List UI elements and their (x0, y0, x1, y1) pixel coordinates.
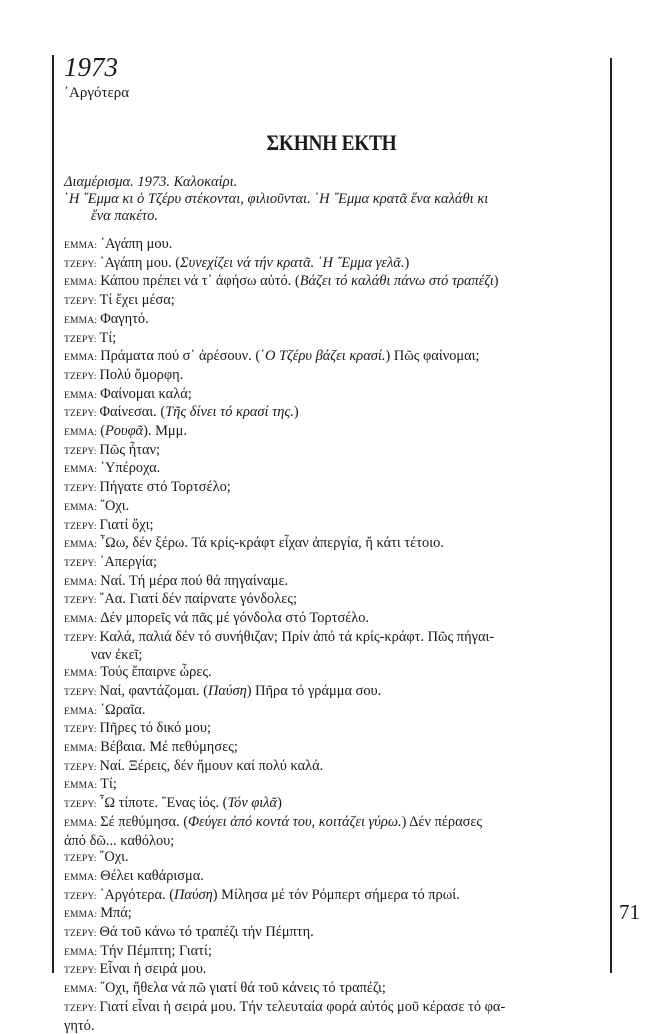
dialogue-line (64, 479, 604, 498)
dialogue-line (64, 905, 604, 924)
speaker-label: EMMA: (64, 278, 98, 289)
dialogue-line (64, 348, 604, 367)
stage-direction-inline: Συνεχίζει νά τήν κρατᾶ. ῾Η ῎Εμμα γελᾶ. (180, 254, 405, 271)
spoken-text: Ναί, φαντάζομαι. ( (99, 682, 208, 699)
spoken-text: Γιατί ὄχι; (99, 516, 154, 533)
stage-direction-inline: Παύση (207, 682, 247, 699)
dialogue-line (64, 702, 604, 721)
spoken-text: Πῶς ἦταν; (99, 441, 161, 458)
spoken-text: ( (100, 423, 105, 440)
spoken-text: Φαγητό. (100, 310, 149, 327)
dialogue-line (64, 629, 604, 648)
spoken-text: ῎Οχι. (100, 497, 130, 514)
spoken-text: ) Μίλησα μέ τόν Ρόμπερτ σήμερα τό πρωί. (212, 886, 460, 903)
speaker-label: ΤΖΕΡΥ: (64, 371, 97, 382)
spoken-text: Πράματα πού σ᾿ ἀρέσουν. ( (100, 348, 261, 365)
speaker-label: EMMA: (64, 669, 98, 680)
spoken-text: Μπά; (100, 905, 132, 922)
spoken-text: ῎Οχι, ἤθελα νά πῶ γιατί θά τοῦ κάνεις τό τραπέζι; (100, 980, 386, 997)
dialogue-line (64, 758, 604, 777)
speaker-label: EMMA: (64, 985, 98, 996)
dialogue-line (64, 573, 604, 592)
dialogue-line (64, 814, 604, 833)
speaker-label: ΤΖΕΡΥ: (64, 334, 97, 345)
dialogue-line (64, 924, 604, 943)
speaker-label: EMMA: (64, 910, 98, 921)
speaker-label: EMMA: (64, 872, 98, 883)
spoken-text: ᾿Απεργία; (99, 553, 157, 570)
spoken-text: ) (277, 795, 282, 812)
speaker-label: ΤΖΕΡΥ: (64, 521, 97, 532)
spoken-text: Σέ πεθύμησα. ( (100, 813, 189, 830)
year-heading: 1973 (64, 52, 118, 82)
spoken-text: ) (493, 273, 499, 290)
stage-direction-inline: Ρουφᾶ (105, 423, 144, 440)
speaker-label: EMMA: (64, 615, 98, 626)
time-subtitle: ᾿Αργότερα (64, 85, 130, 101)
page-number: 71 (619, 900, 640, 924)
spoken-text: ᾿Αγάπη μου. ( (99, 254, 181, 271)
speaker-label: EMMA: (64, 390, 98, 401)
dialogue-line (64, 517, 604, 536)
speaker-label: EMMA: (64, 781, 98, 792)
spoken-text: ). Μμμ. (143, 423, 187, 440)
speaker-label: ΤΖΕΡΥ: (64, 891, 97, 902)
spoken-text: ) (404, 254, 410, 271)
speaker-label: ΤΖΕΡΥ: (64, 633, 97, 644)
dialogue-line (64, 442, 604, 461)
dialogue-line (64, 292, 604, 311)
speaker-label: ΤΖΕΡΥ: (64, 725, 97, 736)
speaker-label: EMMA: (64, 428, 98, 439)
spoken-text: Εἶναι ἡ σειρά μου. (99, 961, 207, 978)
dialogue-line (64, 961, 604, 980)
stage-direction-line: Διαμέρισμα. 1973. Καλοκαίρι. (64, 174, 238, 190)
stage-direction-inline: ῾Ο Τζέρυ βάζει κρασί. (260, 348, 386, 365)
speaker-label: ΤΖΕΡΥ: (64, 259, 97, 270)
speaker-label: EMMA: (64, 315, 98, 326)
dialogue-line (64, 739, 604, 758)
speaker-label: EMMA: (64, 706, 98, 717)
dialogue-line (64, 273, 604, 292)
spoken-text: Θά τοῦ κάνω τό τραπέζι τήν Πέμπτη. (99, 924, 314, 941)
scene-title: ΣΚΗΝΗ ΕΚΤΗ (266, 130, 397, 155)
stage-direction-line: ἕνα πακέτο. (91, 208, 158, 224)
spoken-text: ναν ἐκεῖ; (91, 647, 143, 664)
dialogue-line (64, 683, 604, 702)
spoken-text: ῏Ωω, δέν ξέρω. Τά κρίς-κράφτ εἶχαν ἀπεργία, ἤ κάτι τέτοιο. (100, 535, 444, 552)
speaker-label: ΤΖΕΡΥ: (64, 297, 97, 308)
spoken-text: Τί; (99, 329, 117, 346)
spoken-text: Ναί. Ξέρεις, δέν ἤμουν καί πολύ καλά. (99, 757, 324, 774)
dialogue-line (64, 330, 604, 349)
spoken-text: Τί; (100, 776, 117, 793)
spoken-text: Πολύ ὄμορφη. (99, 366, 184, 383)
spoken-text: ῏Ω τίποτε. ῞Ενας ἰός. ( (99, 795, 228, 812)
speaker-label: EMMA: (64, 465, 98, 476)
stage-direction-inline: Φεύγει ἀπό κοντά του, κοιτάζει γύρω. (188, 813, 402, 830)
dialogue-line (64, 535, 604, 554)
stage-direction-inline: Τόν φιλᾶ (227, 795, 278, 812)
dialogue-line (64, 460, 604, 479)
dialogue-line (64, 554, 604, 573)
speaker-label: EMMA: (64, 502, 98, 513)
spoken-text: ῎Αα. Γιατί δέν παίρνατε γόνδολες; (99, 591, 297, 608)
speaker-label: ΤΖΕΡΥ: (64, 409, 97, 420)
dialogue-line (64, 980, 604, 999)
dialogue-line (64, 311, 604, 330)
dialogue-line (64, 610, 604, 629)
speaker-label: ΤΖΕΡΥ: (64, 558, 97, 569)
spoken-text: Τί ἔχει μέσα; (99, 292, 175, 309)
left-margin-rule (52, 55, 54, 973)
spoken-text: ἀπό δῶ... καθόλου; (64, 832, 175, 849)
spoken-text: Πήγατε στό Τορτσέλο; (99, 479, 231, 496)
stage-direction-inline: Παύση (174, 886, 213, 903)
dialogue-line (64, 849, 604, 868)
speaker-label: ΤΖΕΡΥ: (64, 762, 97, 773)
spoken-text: Θέλει καθάρισμα. (100, 867, 204, 884)
speaker-label: EMMA: (64, 353, 98, 364)
speaker-label: EMMA: (64, 947, 98, 958)
spoken-text: ) Δέν πέρασες (401, 813, 483, 830)
speaker-label: EMMA: (64, 577, 98, 588)
dialogue-line (64, 720, 604, 739)
dialogue-line (64, 423, 604, 442)
speaker-label: EMMA: (64, 818, 98, 829)
dialogue-line (64, 591, 604, 610)
dialogue-line (64, 1018, 604, 1034)
spoken-text: Κάπου πρέπει νά τ᾿ ἀφήσω αὐτό. ( (100, 273, 300, 290)
spoken-text: ) Πῆρα τό γράμμα σου. (246, 682, 382, 699)
speaker-label: EMMA: (64, 743, 98, 754)
spoken-text: Φαίνεσαι. ( (99, 404, 166, 421)
dialogue-line (64, 887, 604, 906)
spoken-text: Πῆρες τό δικό μου; (99, 720, 211, 737)
stage-direction-line: ῾Η ῎Εμμα κι ὁ Τζέρυ στέκονται, φιλιοῦνται. ῾Η ῎Εμμα κρατᾶ ἕνα καλάθι κι (64, 191, 489, 207)
dialogue-line (64, 404, 604, 423)
speaker-label: ΤΖΕΡΥ: (64, 484, 97, 495)
dialogue-line (64, 367, 604, 386)
dialogue-line (64, 833, 604, 850)
dialogue-line (64, 999, 604, 1018)
dialogue-line (64, 943, 604, 962)
speaker-label: ΤΖΕΡΥ: (64, 854, 97, 865)
spoken-text: ᾿Αργότερα. ( (99, 886, 174, 903)
stage-directions (64, 174, 599, 225)
stage-direction-inline: Βάζει τό καλάθι πάνω στό τραπέζι (299, 273, 494, 290)
dialogue (64, 236, 604, 1034)
spoken-text: Βέβαια. Μέ πεθύμησες; (100, 738, 238, 755)
dialogue-line (64, 795, 604, 814)
spoken-text: ῾Ωραῖα. (100, 701, 146, 718)
spoken-text: Τούς ἔπαιρνε ὧρες. (100, 664, 212, 681)
speaker-label: EMMA: (64, 241, 98, 251)
speaker-label: EMMA: (64, 540, 98, 551)
spoken-text: Φαίνομαι καλά; (100, 385, 192, 402)
dialogue-line (64, 236, 604, 255)
dialogue-line (64, 647, 604, 664)
speaker-label: ΤΖΕΡΥ: (64, 800, 97, 811)
speaker-label: ΤΖΕΡΥ: (64, 929, 97, 940)
speaker-label: ΤΖΕΡΥ: (64, 596, 97, 607)
spoken-text: ῎Οχι. (99, 849, 129, 866)
spoken-text: Δέν μπορεῖς νά πᾶς μέ γόνδολα στό Τορτσέλο. (100, 610, 370, 627)
spoken-text: γητό. (64, 1017, 95, 1034)
speaker-label: ΤΖΕΡΥ: (64, 687, 97, 698)
dialogue-line (64, 386, 604, 405)
dialogue-line (64, 776, 604, 795)
spoken-text: Ναί. Τή μέρα πού θά πηγαίναμε. (100, 572, 289, 589)
spoken-text: Καλά, παλιά δέν τό συνήθιζαν; Πρίν ἀπό τά κρίς-κράφτ. Πῶς πήγαι- (99, 628, 495, 645)
spoken-text: ᾿Αγάπη μου. (100, 236, 173, 252)
dialogue-line (64, 868, 604, 887)
spoken-text: Γιατί εἶναι ἡ σειρά μου. Τήν τελευταία φορά αὐτός μοῦ κέρασε τό φα- (99, 998, 506, 1015)
spoken-text: Τήν Πέμπτη; Γιατί; (100, 942, 212, 959)
stage-direction-inline: Τῆς δίνει τό κρασί της. (165, 404, 294, 421)
speaker-label: ΤΖΕΡΥ: (64, 966, 97, 977)
speaker-label: ΤΖΕΡΥ: (64, 1003, 97, 1014)
speaker-label: ΤΖΕΡΥ: (64, 446, 97, 457)
dialogue-line (64, 664, 604, 683)
spoken-text: ῾Υπέροχα. (100, 460, 161, 477)
right-margin-rule (610, 58, 612, 973)
dialogue-line (64, 498, 604, 517)
spoken-text: ) (293, 404, 299, 421)
dialogue-line (64, 255, 604, 274)
spoken-text: ) Πῶς φαίνομαι; (385, 348, 480, 365)
